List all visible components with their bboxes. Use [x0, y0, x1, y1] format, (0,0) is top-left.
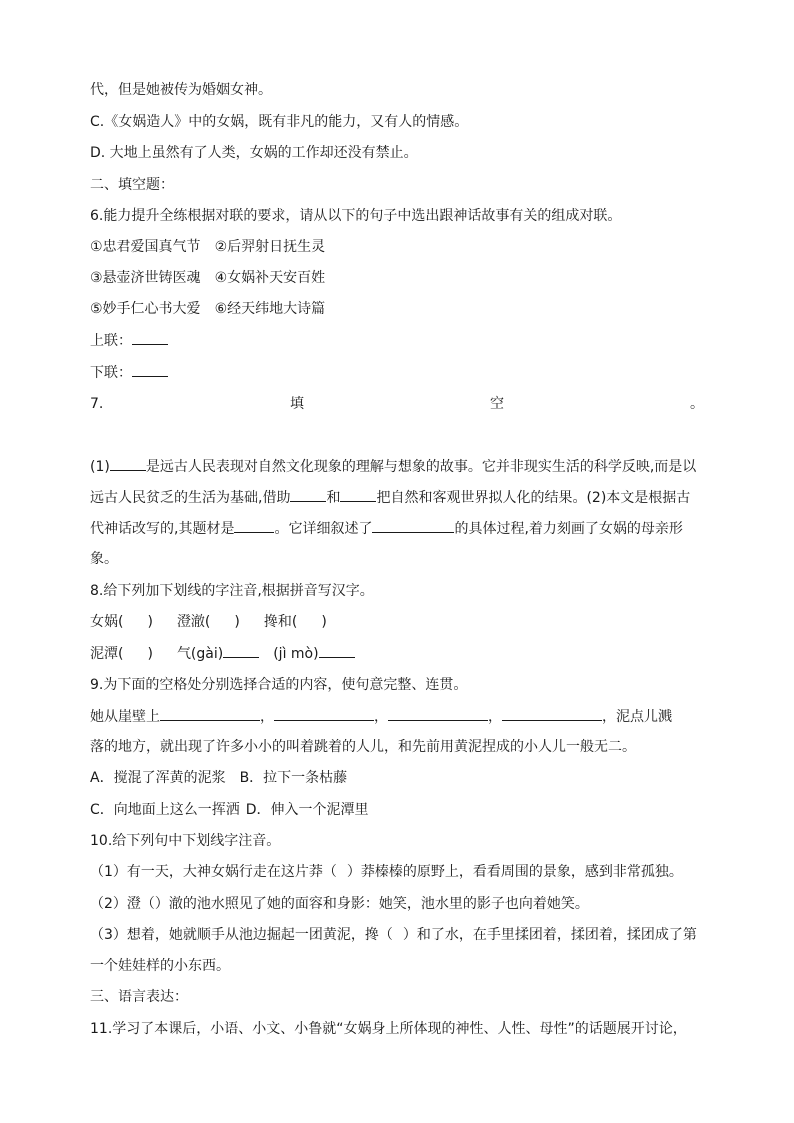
- q8-item-chanhuo: 搀和(: [263, 614, 298, 630]
- question-10-sentence-1: [90, 862, 683, 882]
- option-1: ①忠君爱国真气节: [90, 239, 201, 255]
- q9-option-d: D．伸入一个泥潭里: [245, 802, 369, 818]
- q8-item-nitan: 泥潭(: [90, 646, 124, 662]
- question-7-period: 。: [690, 396, 704, 412]
- lower-couplet-line: [90, 362, 168, 383]
- question-7-char-fill: 填: [290, 396, 304, 412]
- q10-s3-text-a: （3）想着，她就顺手从池边掘起一团黄泥，搀（: [90, 927, 393, 943]
- q8-blank-6[interactable]: [319, 643, 355, 658]
- question-9-options-ab: [90, 768, 347, 788]
- question-7-line-2: [90, 487, 690, 508]
- q9-option-a: A．搅混了浑黄的泥浆: [90, 770, 226, 786]
- question-7-line-1: [90, 456, 696, 477]
- q8-item-nuwa: 女娲(: [90, 614, 124, 630]
- question-7-line-3: [90, 518, 683, 539]
- question-6-options-row-3: [90, 299, 325, 319]
- q9-text-start: 她从崖壁上: [90, 709, 160, 725]
- q8-paren-close-3: ): [321, 614, 327, 630]
- upper-couplet-label: 上联：: [90, 333, 132, 349]
- q8-paren-close-4: ): [147, 646, 153, 662]
- q8-paren-close-1: ): [147, 614, 153, 630]
- question-9-stem: 9.为下面的空格处分别选择合适的内容，使句意完整、连贯。: [90, 677, 468, 693]
- q9-blank-1[interactable]: [160, 706, 260, 721]
- q7-text-2a: 远古人民贫乏的生活为基础,借助: [90, 490, 291, 506]
- question-8-row-2: [90, 643, 355, 664]
- question-9-line-2: 落的地方，就出现了许多小小的叫着跳着的人儿，和先前用黄泥捏成的小人儿一般无二。: [90, 739, 636, 755]
- option-6: ⑥经天纬地大诗篇: [214, 301, 326, 317]
- option-2: ②后羿射日抚生灵: [214, 239, 326, 255]
- q7-blank-1[interactable]: [110, 456, 146, 471]
- q9-blank-4[interactable]: [502, 706, 602, 721]
- q7-text-3c: 的具体过程,着力刻画了女娲的母亲形: [454, 521, 683, 537]
- upper-couplet-line: [90, 330, 168, 351]
- question-9-options-cd: [90, 800, 369, 820]
- option-4: ④女娲补天安百姓: [214, 270, 326, 286]
- option-c: C.《女娲造人》中的女娲，既有非凡的能力，又有人的情感。: [90, 114, 469, 130]
- question-6-options-row-1: [90, 237, 325, 257]
- q7-blank-2[interactable]: [290, 487, 326, 502]
- q7-text-2c: 把自然和客观世界拟人化的结果。(2)本文是根据古: [376, 490, 691, 506]
- question-6-stem: 6.能力提升全练根据对联的要求，请从以下的句子中选出跟神话故事有关的组成对联。: [90, 208, 622, 224]
- q7-part-1-label: (1): [90, 459, 110, 475]
- q10-s3-text-b: ）和了水，在手里揉团着，揉团着，揉团成了第: [402, 927, 697, 943]
- q10-s1-text-b: ）莽榛榛的原野上，看看周围的景象，感到非常孤独。: [346, 864, 683, 880]
- q9-option-b: B．拉下一条枯藤: [239, 770, 348, 786]
- question-7-number: 7.: [90, 396, 104, 412]
- q7-text-3a: 代神话改写的,其题材是: [90, 521, 235, 537]
- question-10-sentence-2: （2）澄（）澈的池水照见了她的面容和身影：她笑，池水里的影子也向着她笑。: [90, 896, 589, 912]
- q9-blank-3[interactable]: [388, 706, 488, 721]
- question-11-stem: 11.学习了本课后，小语、小文、小鲁就“女娲身上所体现的神性、人性、母性”的话题展开讨论，: [90, 1021, 687, 1037]
- q8-paren-close-2: ): [234, 614, 240, 630]
- question-8-stem: 8.给下列加下划线的字注音,根据拼音写汉字。: [90, 583, 374, 599]
- option-5: ⑤妙手仁心书大爱: [90, 301, 201, 317]
- question-10-stem: 10.给下列句中下划线字注音。: [90, 833, 281, 849]
- q7-blank-3[interactable]: [340, 487, 376, 502]
- question-7-char-blank: 空: [490, 396, 504, 412]
- q9-text-end: ，泥点儿溅: [602, 709, 672, 725]
- q7-text-3b: 。它详细叙述了: [274, 521, 373, 537]
- question-9-line-1: [90, 706, 672, 727]
- question-6-options-row-2: [90, 268, 325, 288]
- upper-couplet-blank[interactable]: [132, 330, 168, 345]
- q7-text-2b: 和: [326, 490, 341, 506]
- option-d: D. 大地上虽然有了人类，女娲的工作却还没有禁止。: [90, 145, 418, 161]
- q7-text-1: 是远古人民表现对自然文化现象的理解与想象的故事。它并非现实生活的科学反映,而是以: [145, 459, 697, 475]
- question-8-row-1: [90, 612, 327, 632]
- q9-comma-1: ，: [260, 709, 274, 725]
- question-10-sentence-3-cont: 一个娃娃样的小东西。: [90, 958, 230, 974]
- q9-option-c: C．向地面上这么一挥洒: [90, 802, 240, 818]
- lower-couplet-label: 下联：: [90, 365, 132, 381]
- q9-blank-2[interactable]: [274, 706, 374, 721]
- option-b-continued: 代，但是她被传为婚姻女神。: [90, 82, 272, 98]
- q8-item-gai: 气(gài): [176, 646, 224, 662]
- question-10-sentence-3: [90, 925, 697, 945]
- q7-blank-5[interactable]: [372, 518, 454, 533]
- section-heading-fill-blank: 二、填空题：: [90, 177, 174, 193]
- q8-blank-5[interactable]: [223, 643, 259, 658]
- question-7-line-4: 象。: [90, 551, 118, 567]
- q8-item-chengche: 澄澈(: [176, 614, 211, 630]
- q10-s1-text-a: （1）有一天，大神女娲行走在这片莽（: [90, 864, 337, 880]
- section-heading-language-expression: 三、语言表达：: [90, 989, 188, 1005]
- lower-couplet-blank[interactable]: [132, 362, 168, 377]
- q7-blank-4[interactable]: [234, 518, 274, 533]
- q9-comma-3: ，: [488, 709, 502, 725]
- q8-item-jimo: (jì mò): [273, 646, 319, 662]
- q9-comma-2: ，: [374, 709, 388, 725]
- option-3: ③悬壶济世铸医魂: [90, 270, 201, 286]
